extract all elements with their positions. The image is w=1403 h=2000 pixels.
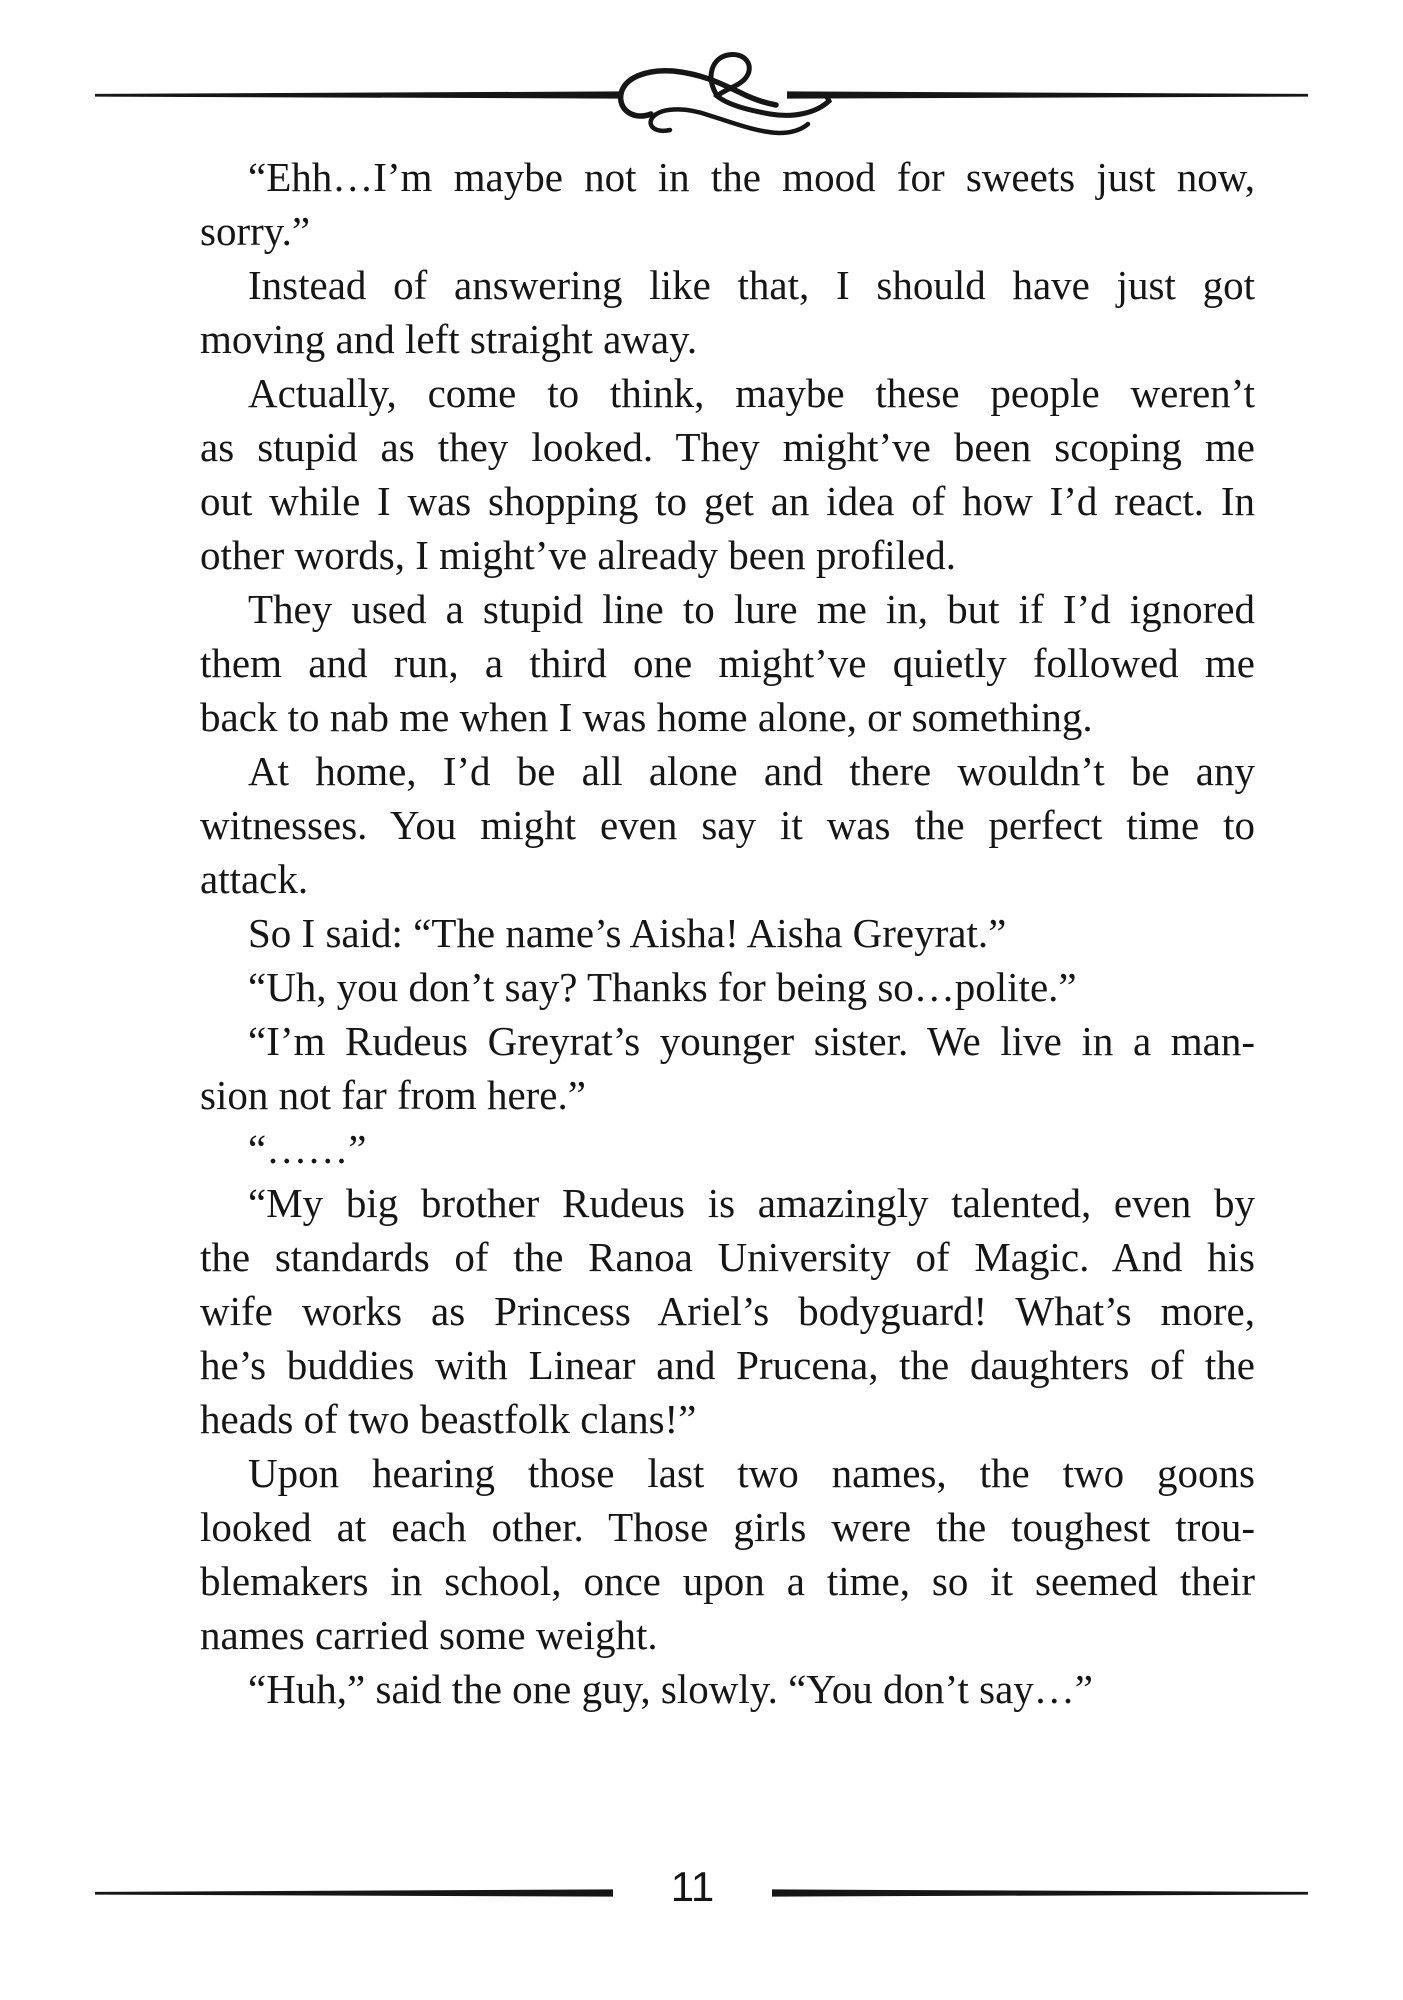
text-line: Actually, come to think, maybe these people weren’t xyxy=(248,370,1255,416)
text-line: “Ehh…I’m maybe not in the mood for sweets just now, xyxy=(248,154,1255,200)
text-line: sion not far from here.” xyxy=(200,1072,586,1118)
text-line: “I’m Rudeus Greyrat’s younger sister. We live in a man- xyxy=(248,1018,1255,1064)
text-line: “My big brother Rudeus is amazingly talented, even by xyxy=(248,1180,1255,1226)
text-line: witnesses. You might even say it was the perfect time to xyxy=(200,802,1255,848)
text-line: Instead of answering like that, I should have just got xyxy=(248,262,1255,308)
paragraph xyxy=(200,906,1255,960)
text-line: the standards of the Ranoa University of Magic. And his xyxy=(200,1234,1255,1280)
text-line: Upon hearing those last two names, the two goons xyxy=(248,1450,1255,1496)
header-rule-left xyxy=(95,91,622,98)
footer-rule-right xyxy=(772,1889,1308,1896)
text-line: “Uh, you don’t say? Thanks for being so…polite.” xyxy=(248,964,1077,1010)
paragraph xyxy=(200,1662,1255,1716)
text-line: out while I was shopping to get an idea of how I’d react. In xyxy=(200,478,1255,524)
paragraph xyxy=(200,1446,1255,1662)
paragraph xyxy=(200,150,1255,258)
paragraph xyxy=(200,744,1255,906)
header-rule-right xyxy=(787,91,1308,98)
paragraph xyxy=(200,258,1255,366)
text-line: names carried some weight. xyxy=(200,1612,658,1658)
text-line: At home, I’d be all alone and there wouldn’t be any xyxy=(248,748,1255,794)
text-line: back to nab me when I was home alone, or something. xyxy=(200,694,1093,740)
text-line: So I said: “The name’s Aisha! Aisha Greyrat.” xyxy=(248,910,1007,956)
text-line: “Huh,” said the one guy, slowly. “You don’t say…” xyxy=(248,1666,1093,1712)
header-divider-ornament-icon xyxy=(0,0,1403,150)
paragraph xyxy=(200,1176,1255,1446)
text-line: he’s buddies with Linear and Prucena, the daughters of the xyxy=(200,1342,1255,1388)
text-line: looked at each other. Those girls were the toughest trou- xyxy=(200,1504,1255,1550)
page-number: 11 xyxy=(670,1863,715,1910)
footer-rule-left xyxy=(95,1889,613,1896)
text-line: wife works as Princess Ariel’s bodyguard! What’s more, xyxy=(200,1288,1255,1334)
text-line: attack. xyxy=(200,856,309,902)
paragraph xyxy=(200,1014,1255,1122)
text-line: “……” xyxy=(248,1126,367,1172)
text-block xyxy=(200,150,1255,1716)
paragraph xyxy=(200,960,1255,1014)
text-line: other words, I might’ve already been profiled. xyxy=(200,532,956,578)
text-line: them and run, a third one might’ve quietly followed me xyxy=(200,640,1255,686)
text-line: heads of two beastfolk clans!” xyxy=(200,1396,697,1442)
text-line: as stupid as they looked. They might’ve been scoping me xyxy=(200,424,1255,470)
paragraph xyxy=(200,366,1255,582)
text-line: moving and left straight away. xyxy=(200,316,698,362)
text-line: They used a stupid line to lure me in, but if I’d ignored xyxy=(248,586,1255,632)
text-line: blemakers in school, once upon a time, so it seemed their xyxy=(200,1558,1255,1604)
paragraph xyxy=(200,582,1255,744)
text-line: sorry.” xyxy=(200,208,311,254)
paragraph xyxy=(200,1122,1255,1176)
